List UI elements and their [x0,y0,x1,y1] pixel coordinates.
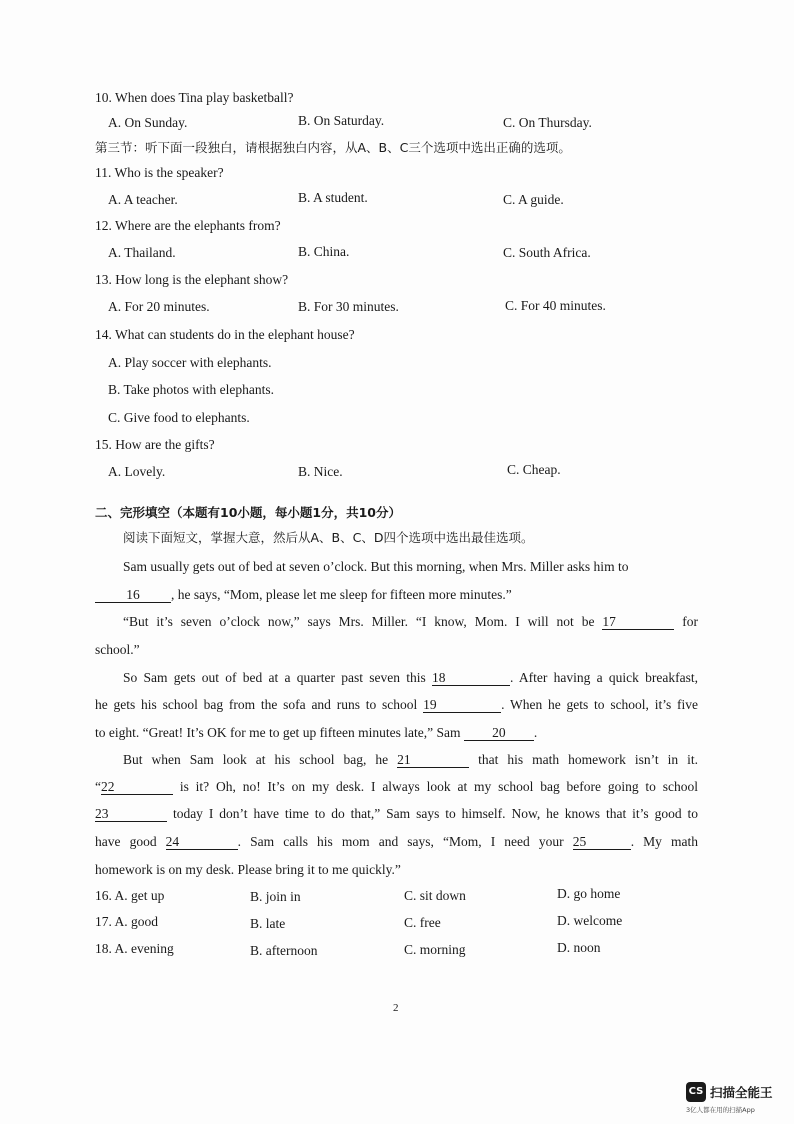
q14-question: 14. What can students do in the elephant house? [95,327,355,342]
passage-line-5 [123,670,698,686]
passage-text: “ [95,779,101,794]
passage-text: today I don’t have time to do that,” Sam says to himself. Now, he knows that it’s good to [172,806,699,821]
q10-option-a: A. On Sunday. [108,115,188,130]
blank-16: 16 [95,588,171,603]
blank-18: 18 [432,671,510,686]
q12-option-c: C. South Africa. [503,245,591,260]
passage-line-11 [95,834,698,850]
q15-option-b: B. Nice. [298,464,343,479]
q17-option-a: 17. A. good [95,914,159,929]
q17-option-d: D. welcome [557,913,623,928]
scanner-tagline: 3亿人都在用的扫描App [686,1106,755,1114]
cloze-instruction: 阅读下面短文，掌握大意，然后从A、B、C、D四个选项中选出最佳选项。 [123,530,534,545]
passage-text: , he says, “Mom, please let me sleep for fifteen more minutes.” [171,587,512,602]
passage-line-8 [123,752,698,768]
q15-option-a: A. Lovely. [108,464,166,479]
blank-24: 24 [166,835,238,850]
passage-text: for [682,614,698,629]
q16-option-d: D. go home [557,886,621,901]
q16-option-a: 16. A. get up [95,888,165,903]
passage-line-1: Sam usually gets out of bed at seven o’clock. But this morning, when Mrs. Miller asks him to [123,559,629,574]
q10-question: 10. When does Tina play basketball? [95,90,294,105]
blank-17: 17 [602,615,674,630]
q17-option-c: C. free [404,915,441,930]
q14-option-a: A. Play soccer with elephants. [108,355,272,370]
passage-line-3 [123,614,698,630]
passage-line-6 [95,697,698,713]
passage-line-12: homework is on my desk. Please bring it to me quickly.” [95,862,401,877]
passage-text: “But it’s seven o’clock now,” says Mrs. Miller. “I know, Mom. I will not be [123,614,595,629]
q18-option-d: D. noon [557,940,601,955]
passage-text: . [533,725,538,740]
passage-line-2 [95,587,512,603]
blank-25: 25 [573,835,631,850]
q10-option-c: C. On Thursday. [503,115,592,130]
q18-option-c: C. morning [404,942,466,957]
cloze-heading: 二、完形填空（本题有10小题，每小题1分，共10分） [95,505,401,520]
passage-text: So Sam gets out of bed at a quarter past seven this [123,670,426,685]
q14-option-b: B. Take photos with elephants. [108,382,275,397]
q12-option-a: A. Thailand. [108,245,176,260]
blank-23: 23 [95,807,167,822]
q13-question: 13. How long is the elephant show? [95,272,289,287]
blank-21: 21 [397,753,469,768]
q14-option-c: C. Give food to elephants. [108,410,250,425]
passage-text: . After having a quick breakfast, [510,670,699,685]
passage-text: is it? Oh, no! It’s on my desk. I always look at my school bag before going to school [179,779,699,794]
blank-20: 20 [464,726,534,741]
q11-question: 11. Who is the speaker? [95,165,224,180]
scanner-logo-icon: CS [686,1082,706,1102]
q17-option-b: B. late [250,916,286,931]
q10-option-b: B. On Saturday. [298,113,385,128]
q16-option-c: C. sit down [404,888,466,903]
passage-text: . My math [630,834,699,849]
q11-option-c: C. A guide. [503,192,564,207]
q13-option-a: A. For 20 minutes. [108,299,210,314]
passage-line-7 [95,725,537,741]
passage-text: have good [95,834,157,849]
q15-question: 15. How are the gifts? [95,437,215,452]
q16-option-b: B. join in [250,889,301,904]
passage-text: But when Sam look at his school bag, he [123,752,389,767]
part3-instruction: 第三节：听下面一段独白，请根据独白内容，从A、B、C三个选项中选出正确的选项。 [95,140,571,155]
blank-22: 22 [101,780,173,795]
q12-option-b: B. China. [298,244,350,259]
passage-text: he gets his school bag from the sofa and runs to school [95,697,418,712]
passage-text: . When he gets to school, it’s five [501,697,698,712]
passage-line-4: school.” [95,642,140,657]
blank-19: 19 [423,698,501,713]
scanner-app-name: 扫描全能王 [710,1085,773,1100]
passage-text: . Sam calls his mom and says, “Mom, I need your [237,834,564,849]
q12-question: 12. Where are the elephants from? [95,218,281,233]
passage-line-10 [95,806,698,822]
q18-option-b: B. afternoon [250,943,318,958]
passage-line-9 [95,779,698,795]
q11-option-a: A. A teacher. [108,192,178,207]
q15-option-c: C. Cheap. [507,462,561,477]
passage-text: to eight. “Great! It’s OK for me to get up fifteen minutes late,” Sam [95,725,461,740]
q11-option-b: B. A student. [298,190,368,205]
scanner-watermark [686,1082,786,1118]
passage-text: that his math homework isn’t in it. [478,752,699,767]
q13-option-c: C. For 40 minutes. [505,298,606,313]
q18-option-a: 18. A. evening [95,941,174,956]
page-number: 2 [393,1002,399,1014]
q13-option-b: B. For 30 minutes. [298,299,399,314]
